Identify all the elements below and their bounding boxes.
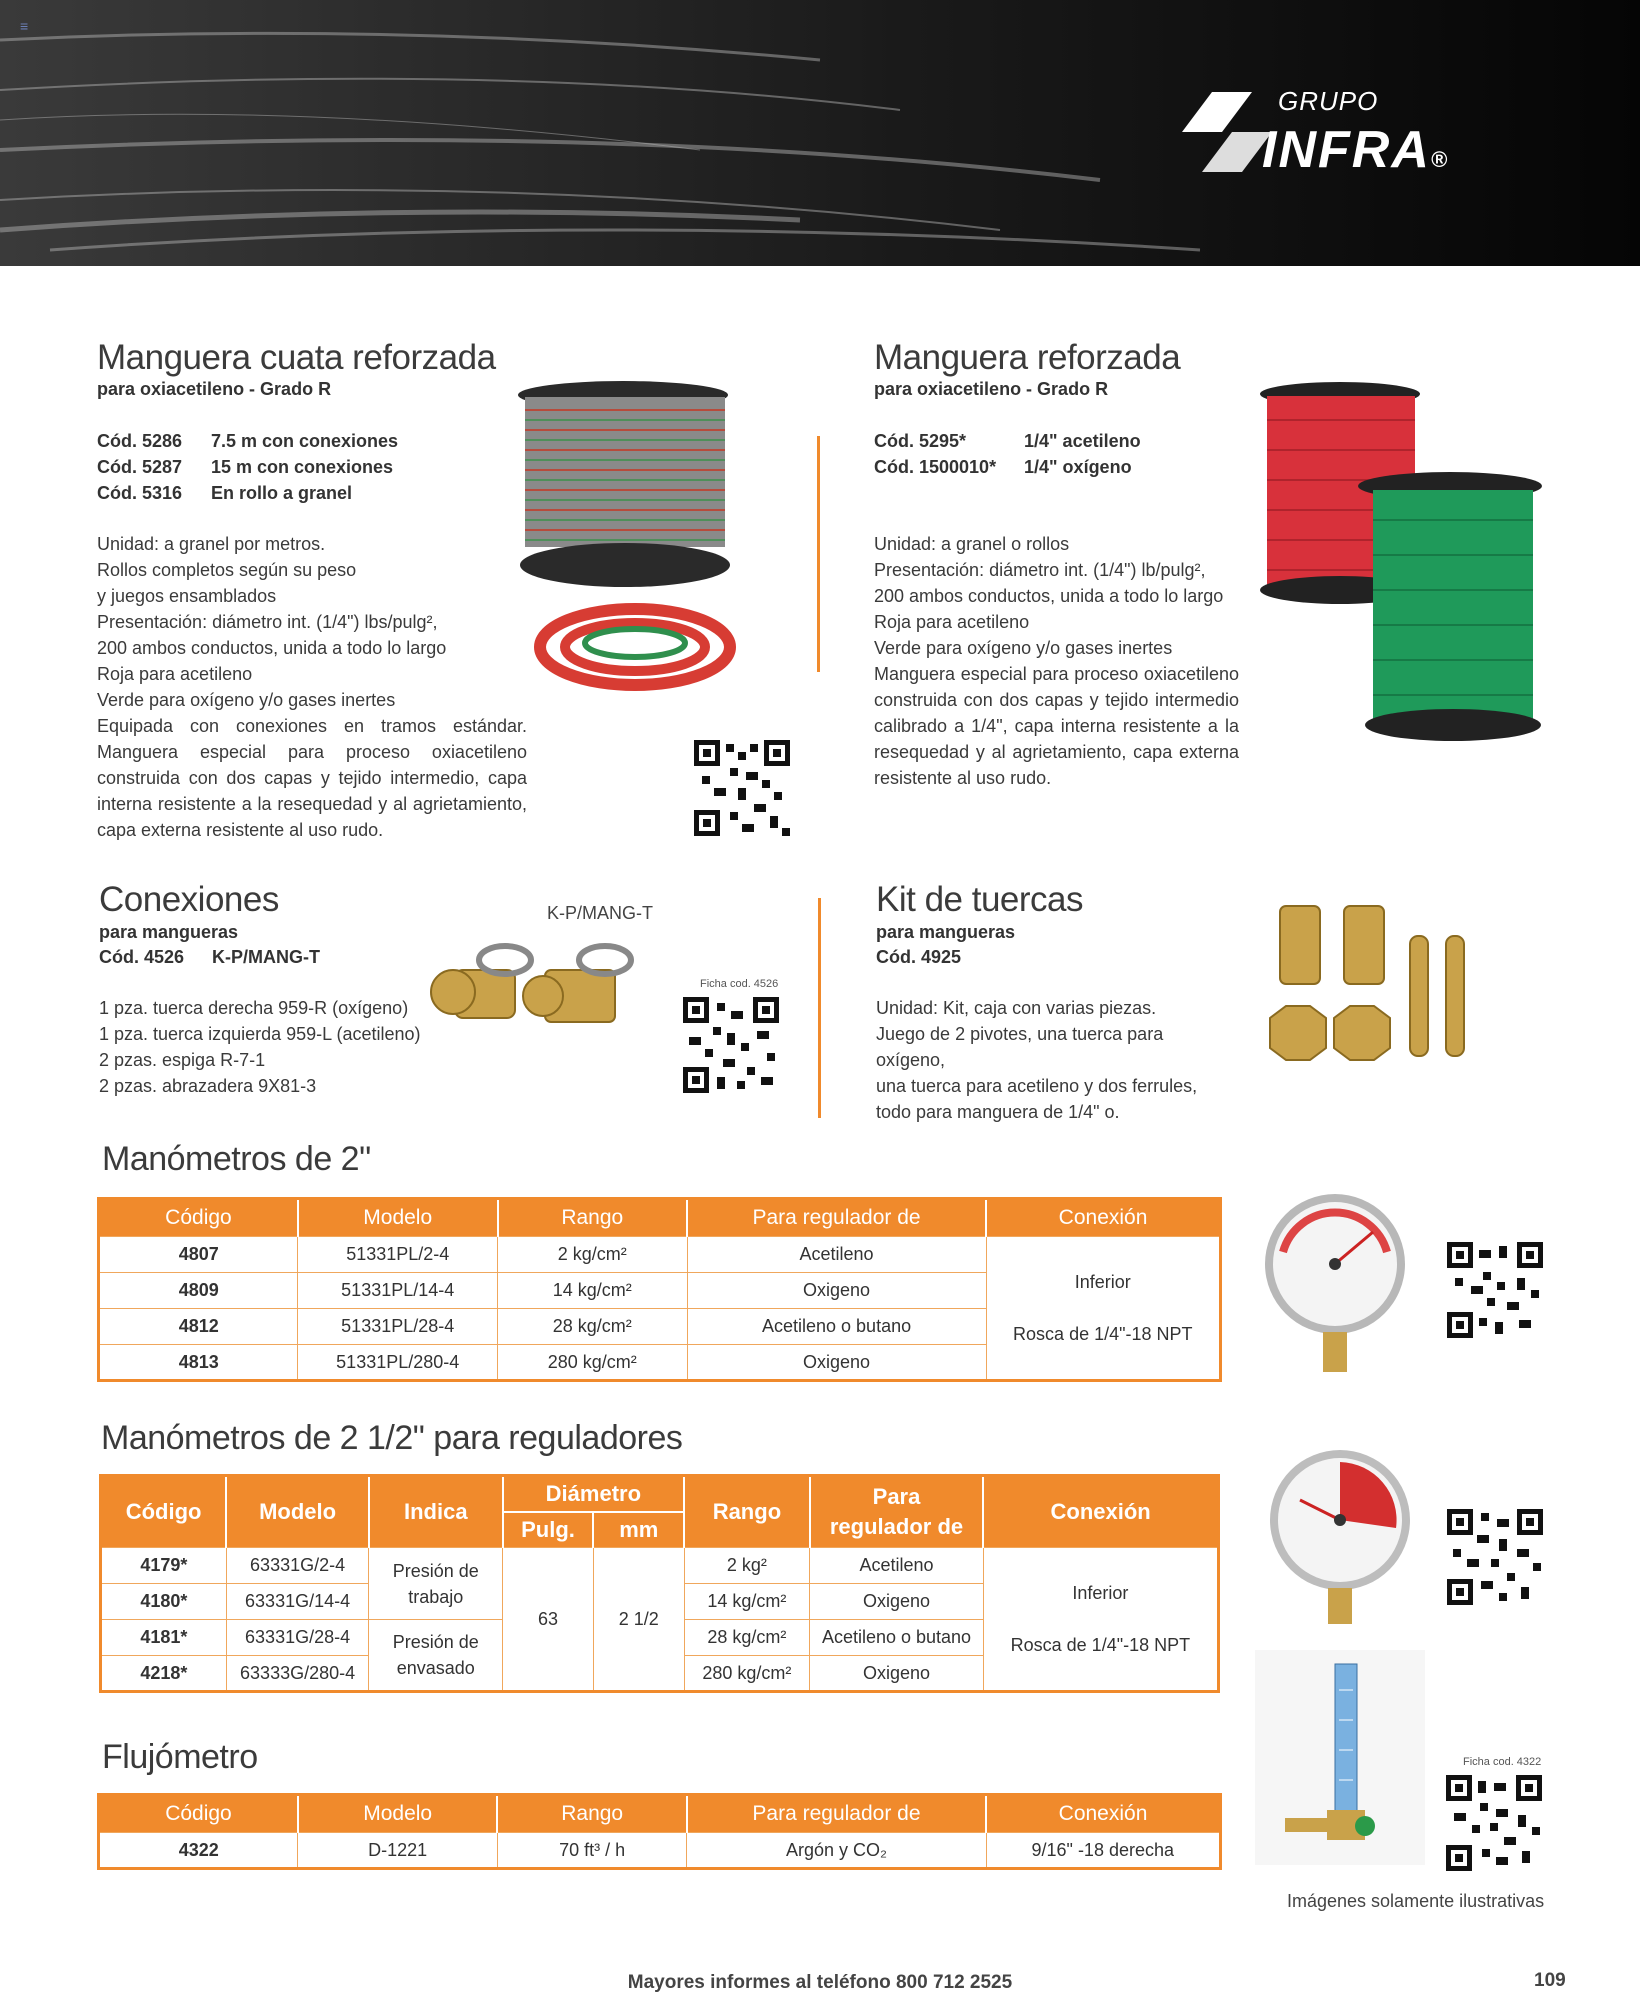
brand-infra: INFRA® (1262, 121, 1450, 179)
page-header (0, 0, 1640, 266)
ficha-label: Ficha cod. 4526 (700, 978, 779, 990)
description: Unidad: a granel por metros. Rollos completos según su peso y juegos ensamblados Presentación: diámetro int. (1/4") lbs/pulg², 200 ambos conductos, unida a todo lo largo Roja para acetileno Verde para oxígeno y/o gases inertes Equipada con conexiones en tramos estándar. Manguera especial para proceso oxiacetileno construida con dos capas y tejido intermedio, capa interna resistente a la resequedad y al agrietamiento, capa externa resistente al uso rudo. (97, 534, 527, 840)
code-line: Cód. 4925 (876, 947, 962, 967)
table-row: 4179* 63331G/2-4 Presión de trabajo 63 2 1/2 2 kg² Acetileno Inferior Rosca de 1/4"-18 NPT (101, 1548, 1219, 1584)
section-subtitle: para oxiacetileno - Grado R (874, 379, 1109, 399)
col-conexion: Conexión (986, 1199, 1220, 1237)
col-modelo: Modelo (298, 1199, 498, 1237)
col-modelo: Modelo (298, 1795, 497, 1833)
qr-code[interactable] (1447, 1242, 1543, 1338)
divider (818, 898, 821, 1118)
image-label: K-P/MANG-T (547, 903, 653, 923)
table-title-manometros-2-5: Manómetros de 2 1/2" para reguladores (101, 1419, 683, 1457)
col-codigo: Código (101, 1476, 227, 1548)
table-header-row (99, 1795, 1221, 1833)
col-para-regulador: Para regulador de (687, 1795, 986, 1833)
col-rango: Rango (684, 1476, 810, 1548)
col-conexion: Conexión (986, 1795, 1220, 1833)
col-diametro: Diámetro (503, 1476, 684, 1512)
table-row: 4813 51331PL/280-4 280 kg/cm² Oxigeno (99, 1345, 1221, 1381)
table-title-flujometro: Flujómetro (102, 1738, 258, 1776)
table-row: 4218* 63333G/280-4 280 kg/cm² Oxigeno (101, 1656, 1219, 1692)
section-title-conexiones: Conexiones (99, 880, 279, 919)
col-rango: Rango (497, 1795, 686, 1833)
section-subtitle: para mangueras (99, 922, 239, 942)
illustrative-note: Imágenes solamente ilustrativas (1287, 1891, 1545, 1911)
section-subtitle: para oxiacetileno - Grado R (97, 379, 332, 399)
manometros-2-table (97, 1197, 1222, 1382)
table-header-row (101, 1476, 1219, 1512)
gauge-2-5-image (1270, 1448, 1420, 1628)
brand-grupo: GRUPO (1278, 86, 1379, 116)
col-pulg: Pulg. (503, 1512, 594, 1548)
footer-contact: Mayores informes al teléfono 800 712 2525 (627, 1972, 1013, 1993)
divider (817, 436, 820, 672)
code-list: Cód. 5295* 1/4" acetileno Cód. 1500010* 1/4" oxígeno (874, 431, 1141, 477)
section-subtitle: para mangueras (876, 922, 1016, 942)
qr-code[interactable] (1447, 1509, 1543, 1605)
ficha-label: Ficha cod. 4322 (1463, 1756, 1542, 1768)
section-title-manguera-reforzada: Manguera reforzada (874, 338, 1181, 377)
col-para-regulador: Para regulador de (810, 1476, 984, 1548)
col-modelo: Modelo (226, 1476, 369, 1548)
col-mm: mm (593, 1512, 684, 1548)
col-codigo: Código (99, 1199, 298, 1237)
col-conexion: Conexión (983, 1476, 1218, 1548)
table-row: 4809 51331PL/14-4 14 kg/cm² Oxigeno (99, 1273, 1221, 1309)
description: 1 pza. tuerca derecha 959-R (oxígeno) 1 pza. tuerca izquierda 959-L (acetileno) 2 pzas. espiga R-7-1 2 pzas. abrazadera 9X81-3 (99, 998, 421, 1096)
table-row: 4807 51331PL/2-4 2 kg/cm² Acetileno Inferior Rosca de 1/4"-18 NPT (99, 1237, 1221, 1273)
menu-icon[interactable]: ≡ (20, 18, 29, 34)
section-title-kit-tuercas: Kit de tuercas (876, 880, 1083, 919)
nut-kit-image (1260, 900, 1490, 1075)
flujometro-table (97, 1793, 1222, 1870)
gauge-2-image (1263, 1192, 1413, 1377)
qr-code[interactable] (694, 740, 790, 836)
page-number: 109 (1534, 1970, 1566, 1991)
description: Unidad: a granel o rollos Presentación: diámetro int. (1/4") lb/pulg², 200 ambos conductos, unida a todo lo largo Roja para acetileno Verde para oxígeno y/o gases inertes Manguera especial para proceso oxiacetileno construida con dos capas y tejido intermedio calibrado a 1/4", capa interna resistente a la resequedad y al agrietamiento, capa externa resistente al uso rudo. (874, 534, 1239, 788)
qr-code[interactable] (1446, 1775, 1542, 1871)
table-title-manometros-2: Manómetros de 2" (102, 1140, 371, 1178)
table-row: 4180* 63331G/14-4 14 kg/cm² Oxigeno (101, 1584, 1219, 1620)
qr-code[interactable] (683, 997, 779, 1093)
col-para-regulador: Para regulador de (687, 1199, 986, 1237)
section-title-manguera-cuata: Manguera cuata reforzada (97, 338, 496, 377)
hose-reels-image (1255, 380, 1555, 760)
col-codigo: Código (99, 1795, 298, 1833)
hose-reel-image (495, 375, 755, 725)
code-line: Cód. 4526 K-P/MANG-T (99, 947, 320, 967)
manometros-2-5-table (99, 1474, 1220, 1693)
table-row: 4812 51331PL/28-4 28 kg/cm² Acetileno o butano (99, 1309, 1221, 1345)
description: Unidad: Kit, caja con varias piezas. Juego de 2 pivotes, una tuerca para oxígeno, una tuerca para acetileno y dos ferrules, todo para manguera de 1/4" o. (876, 998, 1198, 1122)
col-rango: Rango (498, 1199, 687, 1237)
flowmeter-image (1255, 1650, 1425, 1865)
code-list: Cód. 5286 7.5 m con conexiones Cód. 5287 15 m con conexiones Cód. 5316 En rollo a granel (97, 431, 399, 503)
table-row: 4181* 63331G/28-4 Presión de envasado 28 kg/cm² Acetileno o butano (101, 1620, 1219, 1656)
table-header-row (99, 1199, 1221, 1237)
col-indica: Indica (369, 1476, 503, 1548)
table-row: 4322 D-1221 70 ft³ / h Argón y CO₂ 9/16" -18 derecha (99, 1833, 1221, 1869)
fittings-image (425, 930, 660, 1040)
